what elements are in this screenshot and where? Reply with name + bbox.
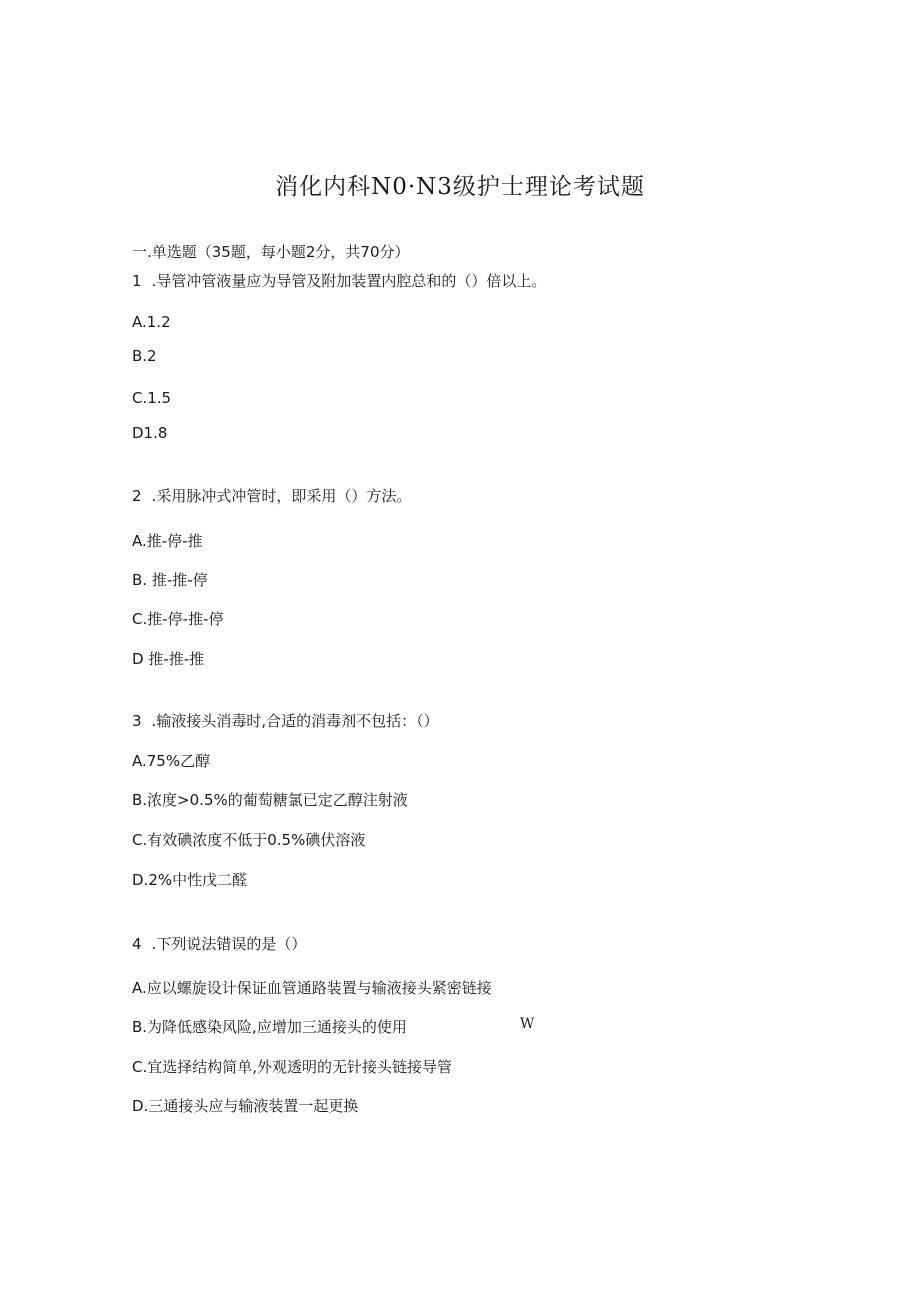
question-4 [132, 933, 306, 954]
question-text: .采用脉冲式冲管时，即采用（）方法。 [151, 487, 412, 505]
question-text: .导管冲管液量应为导管及附加装置内腔总和的（）倍以上。 [151, 272, 547, 290]
q1-option-b: B.2 [132, 347, 157, 365]
question-number: 4 [132, 935, 142, 953]
section-heading: 一.单选题（35题，每小题2分，共70分） [132, 243, 410, 261]
stray-mark: W [520, 1016, 535, 1032]
question-text: .输液接头消毒时,合适的消毒剂不包括：（） [151, 712, 439, 730]
question-number: 2 [132, 487, 142, 505]
q1-option-c: C.1.5 [132, 389, 172, 407]
q1-option-d: D1.8 [132, 424, 168, 442]
question-number: 3 [132, 712, 142, 730]
q3-option-b: B.浓度>0.5%的葡萄糖氯已定乙醇注射液 [132, 791, 408, 809]
q4-option-d: D.三通接头应与输液装置一起更换 [132, 1097, 359, 1115]
q4-option-c: C.宜选择结构简单,外观透明的无针接头链接导管 [132, 1058, 453, 1076]
q2-option-c: C.推-停-推-停 [132, 610, 224, 628]
q4-option-b: B.为降低感染风险,应增加三通接头的使用 [132, 1018, 407, 1036]
question-3 [132, 710, 439, 731]
q1-option-a: A.1.2 [132, 313, 171, 331]
q4-option-a: A.应以螺旋设计保证血管通路装置与输液接头紧密链接 [132, 979, 492, 997]
q2-option-d: D 推-推-推 [132, 650, 205, 668]
question-number: 1 [132, 272, 142, 290]
q2-option-a: A.推-停-推 [132, 532, 203, 550]
question-2 [132, 485, 411, 506]
q3-option-a: A.75%乙醇 [132, 752, 211, 770]
question-text: .下列说法错误的是（） [151, 935, 307, 953]
page-title: 消化内科N0·N3级护士理论考试题 [275, 174, 645, 200]
question-1 [132, 270, 546, 291]
q3-option-c: C.有效碘浓度不低于0.5%碘伏溶液 [132, 831, 366, 849]
q2-option-b: B. 推-推-停 [132, 571, 208, 589]
q3-option-d: D.2%中性戊二醛 [132, 871, 248, 889]
